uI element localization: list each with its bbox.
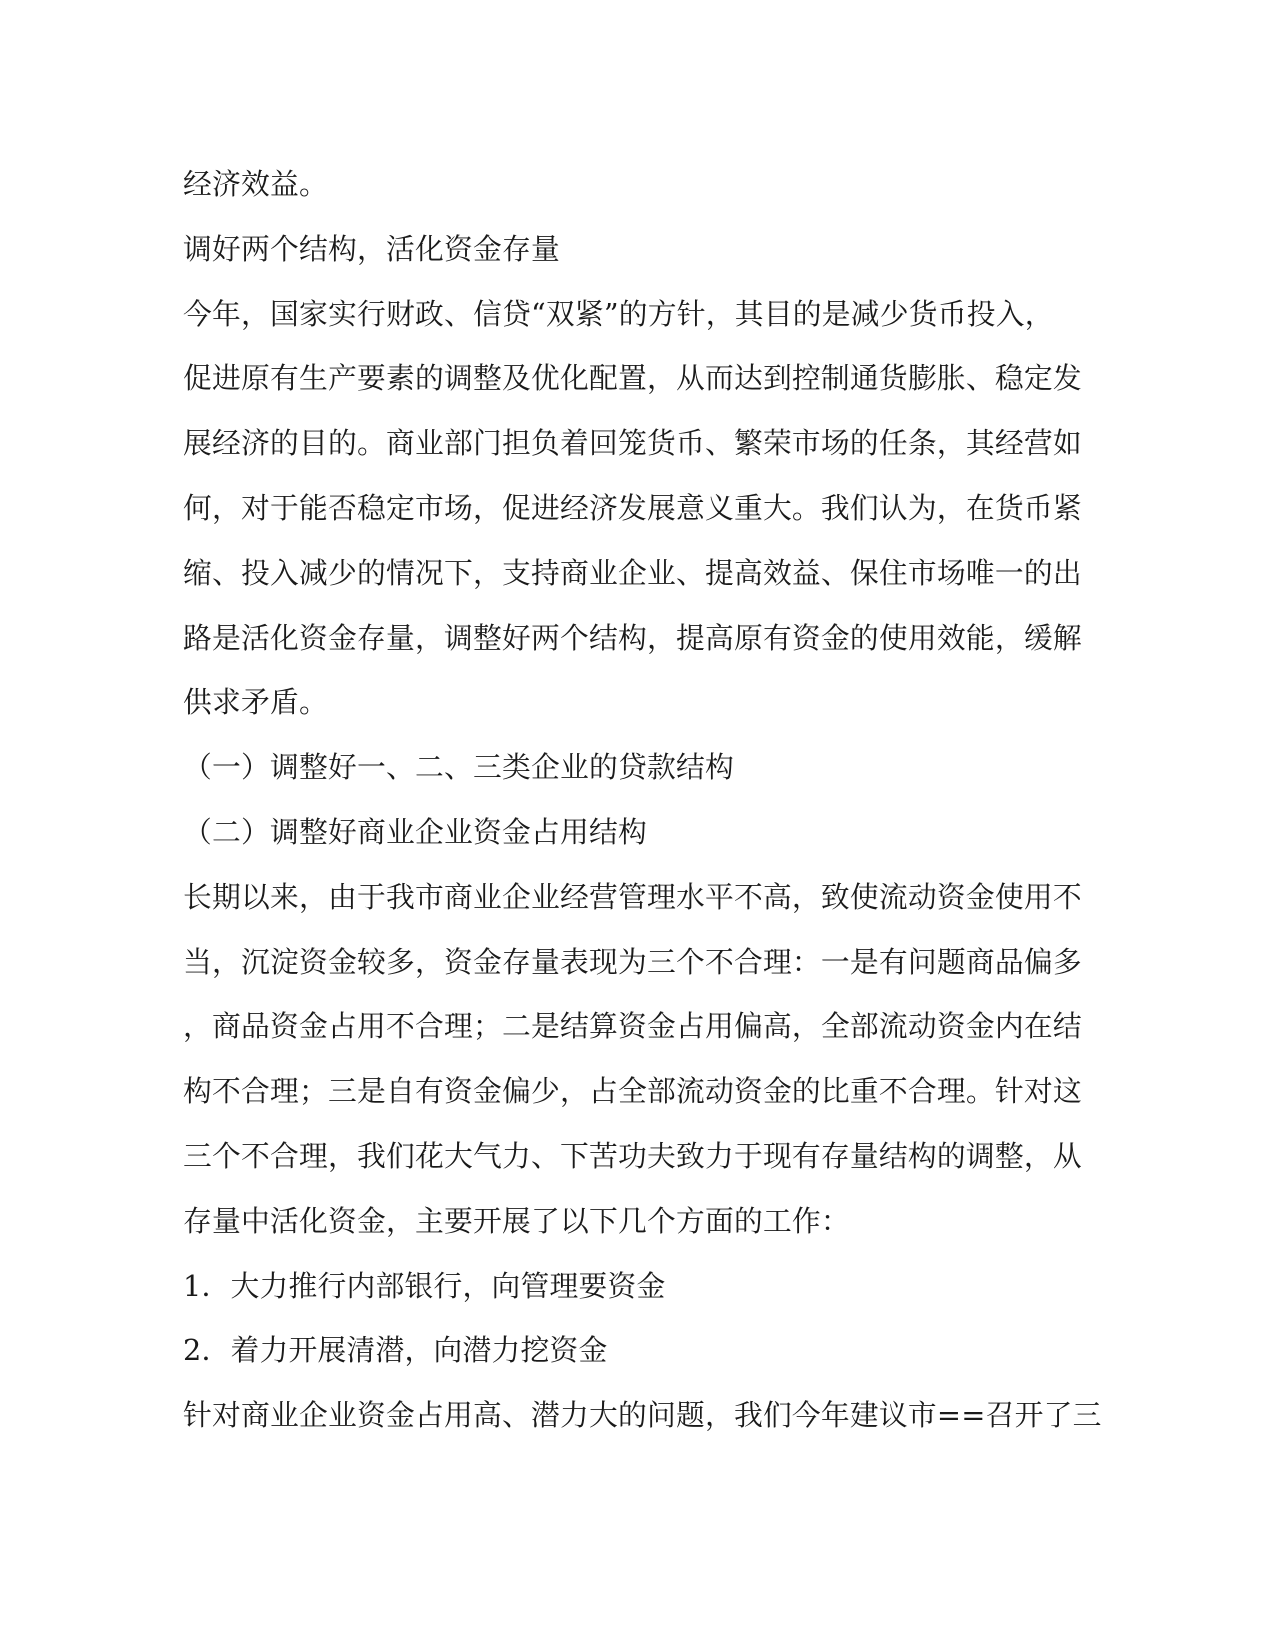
subsection-heading: （一）调整好一、二、三类企业的贷款结构 <box>183 750 734 785</box>
subsection-heading: （二）调整好商业企业资金占用结构 <box>183 814 647 849</box>
text-line: 针对商业企业资金占用高、潜力大的问题，我们今年建议市==召开了三 <box>183 1398 1102 1433</box>
text-line: 构不合理；三是自有资金偏少，占全部流动资金的比重不合理。针对这 <box>183 1074 1082 1109</box>
text-line: 经济效益。 <box>183 167 328 201</box>
text-line: 何，对于能否稳定市场，促进经济发展意义重大。我们认为，在货币紧 <box>183 490 1082 525</box>
text-line: 长期以来，由于我市商业企业经营管理水平不高，致使流动资金使用不 <box>183 879 1082 914</box>
document-body <box>183 158 1102 1454</box>
text-line: 促进原有生产要素的调整及优化配置，从而达到控制通货膨胀、稳定发 <box>183 361 1082 396</box>
numbered-item: 1．大力推行内部银行，向管理要资金 <box>183 1268 666 1303</box>
text-line: 供求矛盾。 <box>183 685 328 720</box>
text-line: ，商品资金占用不合理；二是结算资金占用偏高，全部流动资金内在结 <box>183 1009 1082 1044</box>
text-line: 三个不合理，我们花大气力、下苦功夫致力于现有存量结构的调整，从 <box>183 1138 1082 1173</box>
text-line: 当，沉淀资金较多，资金存量表现为三个不合理：一是有问题商品偏多 <box>183 944 1082 979</box>
section-heading: 调好两个结构，活化资金存量 <box>183 231 560 266</box>
numbered-item: 2．着力开展清潜，向潜力挖资金 <box>183 1333 608 1368</box>
text-line: 展经济的目的。商业部门担负着回笼货币、繁荣市场的任条，其经营如 <box>183 426 1082 461</box>
text-line: 路是活化资金存量，调整好两个结构，提高原有资金的使用效能，缓解 <box>183 620 1082 655</box>
text-line: 存量中活化资金，主要开展了以下几个方面的工作： <box>183 1203 850 1238</box>
text-line: 今年，国家实行财政、信贷“双紧”的方针，其目的是减少货币投入， <box>183 296 1054 331</box>
text-line: 缩、投入减少的情况下，支持商业企业、提高效益、保住市场唯一的出 <box>183 555 1082 590</box>
